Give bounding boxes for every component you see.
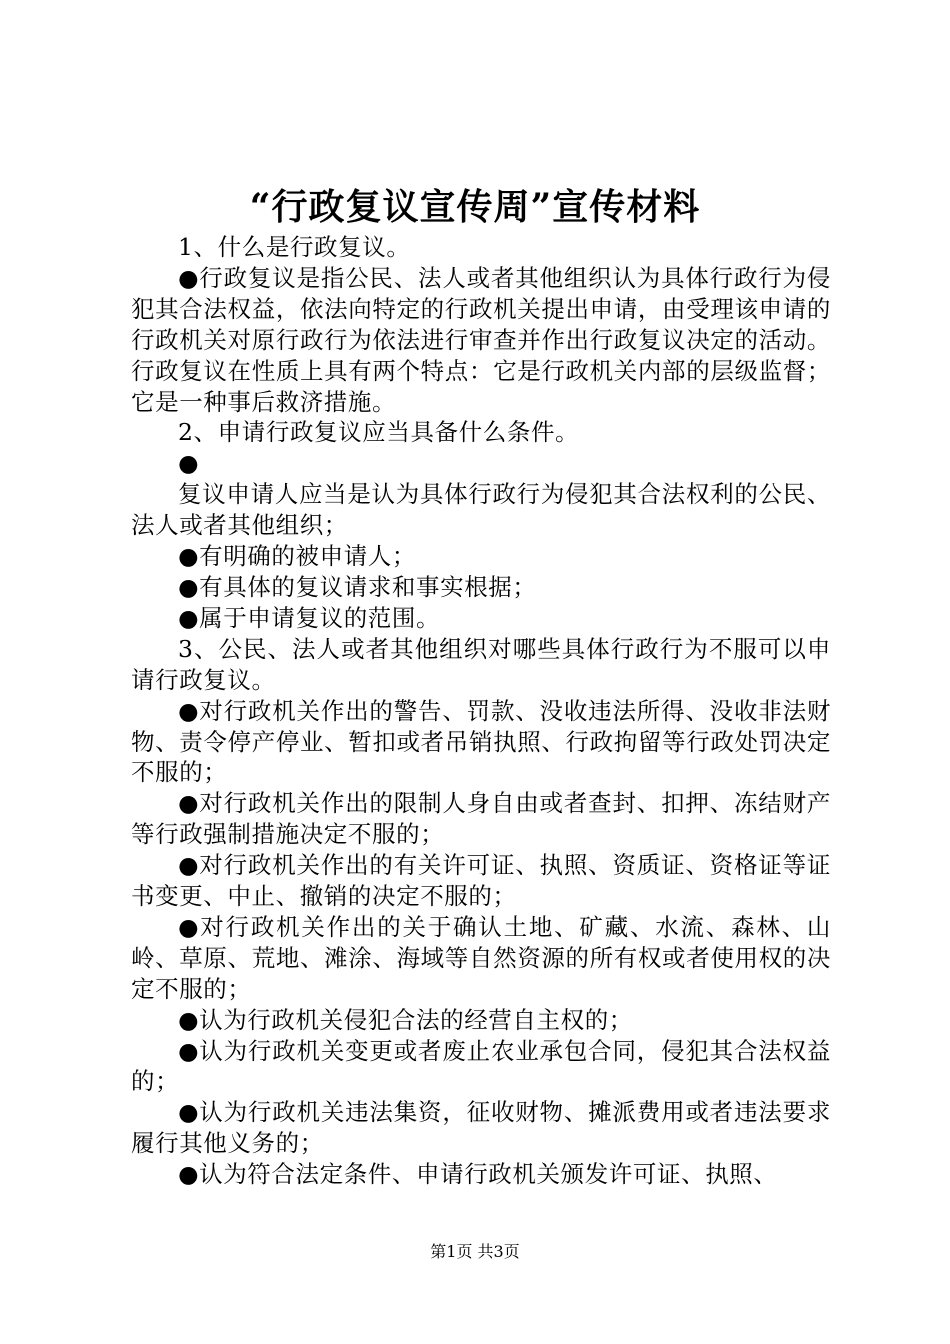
section-heading-1: 1、什么是行政复议。 [178, 233, 411, 261]
bullet-natural-resources: ●对行政机关作出的关于确认土地、矿藏、水流、森林、山岭、草原、荒地、滩涂、海域等自然资源的所有权或者使用权的决定不服的； [131, 912, 831, 1003]
bullet-respondent: ●有明确的被申请人； [178, 542, 417, 571]
paragraph-condition-applicant: 复议申请人应当是认为具体行政行为侵犯其合法权利的公民、法人或者其他组织； [131, 480, 831, 540]
page-footer: 第1页 共3页 [430, 1242, 520, 1261]
bullet-scope: ●属于申请复议的范围。 [178, 603, 441, 632]
bullet-empty: ● [178, 449, 200, 478]
bullet-contract: ●认为行政机关变更或者废止农业承包合同，侵犯其合法权益的； [131, 1036, 831, 1096]
bullet-license-issue: ●认为符合法定条件、申请行政机关颁发许可证、执照、 [178, 1160, 778, 1189]
document-body [131, 232, 831, 1190]
paragraph-definition: ●行政复议是指公民、法人或者其他组织认为具体行政行为侵犯其合法权益，依法向特定的行政机关提出申请，由受理该申请的行政机关对原行政行为依法进行审查并作出行政复议决定的活动。行政复议在性质上具有两个特点：它是行政机关内部的层级监督；它是一种事后救济措施。 [131, 263, 831, 416]
section-heading-3: 3、公民、法人或者其他组织对哪些具体行政行为不服可以申请行政复议。 [131, 634, 831, 694]
bullet-request: ●有具体的复议请求和事实根据； [178, 572, 537, 601]
bullet-illegal-levy: ●认为行政机关违法集资，征收财物、摊派费用或者违法要求履行其他义务的； [131, 1098, 831, 1158]
bullet-business-autonomy: ●认为行政机关侵犯合法的经营自主权的； [178, 1005, 633, 1034]
bullet-license-change: ●对行政机关作出的有关许可证、执照、资质证、资格证等证书变更、中止、撤销的决定不服的； [131, 851, 831, 911]
bullet-penalty: ●对行政机关作出的警告、罚款、没收违法所得、没收非法财物、责令停产停业、暂扣或者吊销执照、行政拘留等行政处罚决定不服的； [131, 696, 831, 787]
bullet-coercive-measures: ●对行政机关作出的限制人身自由或者查封、扣押、冻结财产等行政强制措施决定不服的； [131, 789, 831, 849]
section-heading-2: 2、申请行政复议应当具备什么条件。 [178, 418, 580, 447]
document-title: “行政复议宣传周”宣传材料 [249, 186, 701, 228]
